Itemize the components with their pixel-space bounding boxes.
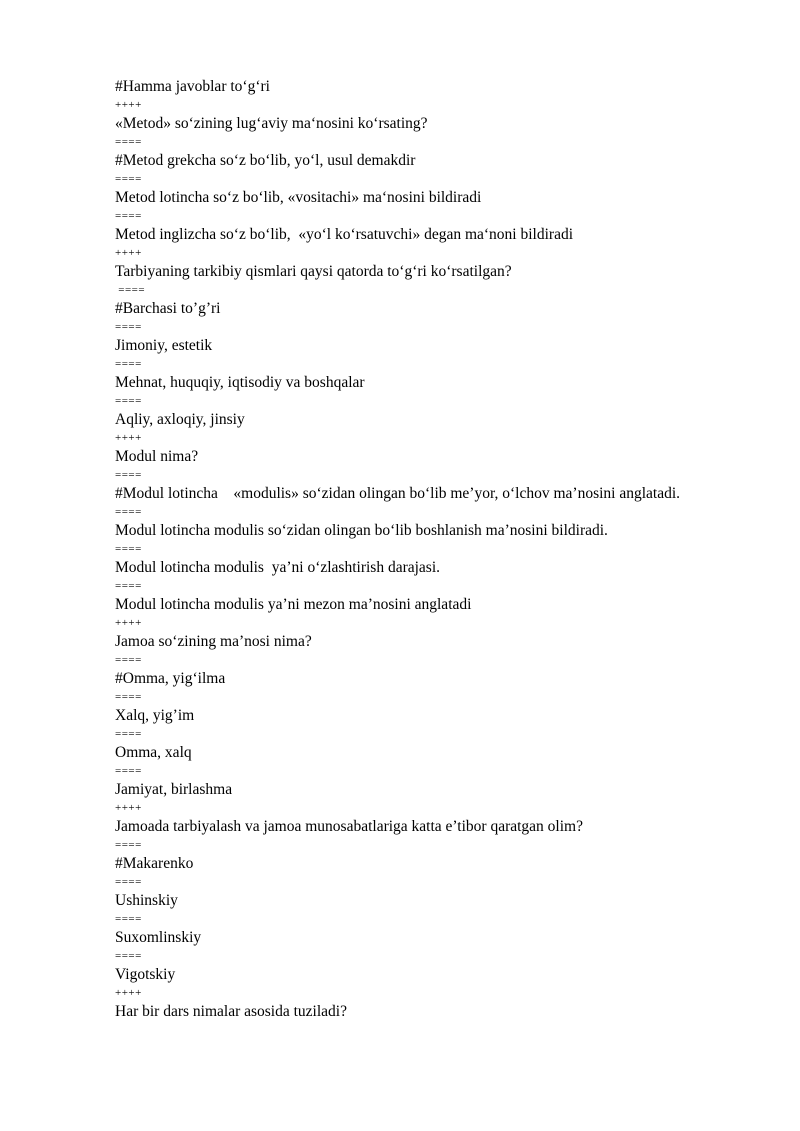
- text-line: Metod inglizcha so‘z bo‘lib, «yo‘l ko‘rsatuvchi» degan ma‘noni bildiradi: [115, 226, 573, 243]
- text-line: #Makarenko: [115, 855, 194, 872]
- text-line: Suxomlinskiy: [115, 929, 202, 946]
- separator-line: ++++: [115, 987, 142, 999]
- separator-line: ====: [115, 395, 142, 407]
- separator-line: ====: [115, 284, 146, 296]
- separator-line: ====: [115, 358, 142, 370]
- separator-line: ====: [115, 210, 142, 222]
- separator-line: ====: [115, 839, 142, 851]
- separator-line: ====: [115, 506, 142, 518]
- text-line: Xalq, yig’im: [115, 707, 195, 724]
- text-line: Modul nima?: [115, 448, 199, 465]
- text-line: Modul lotincha modulis so‘zidan olingan bo‘lib boshlanish ma’nosini bildiradi.: [115, 522, 608, 539]
- separator-line: ++++: [115, 99, 142, 111]
- separator-line: ====: [115, 765, 142, 777]
- text-line: #Omma, yig‘ilma: [115, 670, 226, 687]
- text-line: #Modul lotincha «modulis» so‘zidan olingan bo‘lib me’yor, o‘lchov ma’nosini anglatadi.: [115, 485, 681, 502]
- text-line: Jamiyat, birlashma: [115, 781, 233, 798]
- separator-line: ++++: [115, 802, 142, 814]
- text-line: Vigotskiy: [115, 966, 176, 983]
- text-line: Har bir dars nimalar asosida tuziladi?: [115, 1003, 347, 1020]
- separator-line: ++++: [115, 247, 142, 259]
- separator-line: ====: [115, 876, 142, 888]
- text-line: Jimoniy, estetik: [115, 337, 213, 354]
- text-line: Modul lotincha modulis ya’ni mezon ma’nosini anglatadi: [115, 596, 472, 613]
- separator-line: ====: [115, 728, 142, 740]
- text-line: Jamoa so‘zining ma’nosi nima?: [115, 633, 312, 650]
- text-line: Metod lotincha so‘z bo‘lib, «vositachi» ma‘nosini bildiradi: [115, 189, 482, 206]
- text-line: #Metod grekcha so‘z bo‘lib, yo‘l, usul demakdir: [115, 152, 416, 169]
- text-line: Mehnat, huquqiy, iqtisodiy va boshqalar: [115, 374, 365, 391]
- separator-line: ====: [115, 691, 142, 703]
- text-line: Ushinskiy: [115, 892, 178, 909]
- separator-line: ====: [115, 543, 142, 555]
- text-line: #Hamma javoblar to‘g‘ri: [115, 78, 270, 95]
- separator-line: ====: [115, 321, 142, 333]
- text-line: «Metod» so‘zining lug‘aviy ma‘nosini ko‘rsating?: [115, 115, 428, 132]
- document-body: [115, 76, 775, 1022]
- separator-line: ====: [115, 950, 142, 962]
- separator-line: ====: [115, 580, 142, 592]
- text-line: Tarbiyaning tarkibiy qismlari qaysi qatorda to‘g‘ri ko‘rsatilgan?: [115, 263, 512, 280]
- separator-line: ====: [115, 913, 142, 925]
- text-line: Omma, xalq: [115, 744, 192, 761]
- separator-line: ====: [115, 469, 142, 481]
- text-line: Jamoada tarbiyalash va jamoa munosabatlariga katta e’tibor qaratgan olim?: [115, 818, 583, 835]
- separator-line: ====: [115, 654, 142, 666]
- separator-line: ++++: [115, 617, 142, 629]
- text-line: Aqliy, axloqiy, jinsiy: [115, 411, 245, 428]
- text-line: Modul lotincha modulis ya’ni o‘zlashtirish darajasi.: [115, 559, 441, 576]
- separator-line: ====: [115, 173, 142, 185]
- separator-line: ++++: [115, 432, 142, 444]
- separator-line: ====: [115, 136, 142, 148]
- text-line: #Barchasi to’g’ri: [115, 300, 221, 317]
